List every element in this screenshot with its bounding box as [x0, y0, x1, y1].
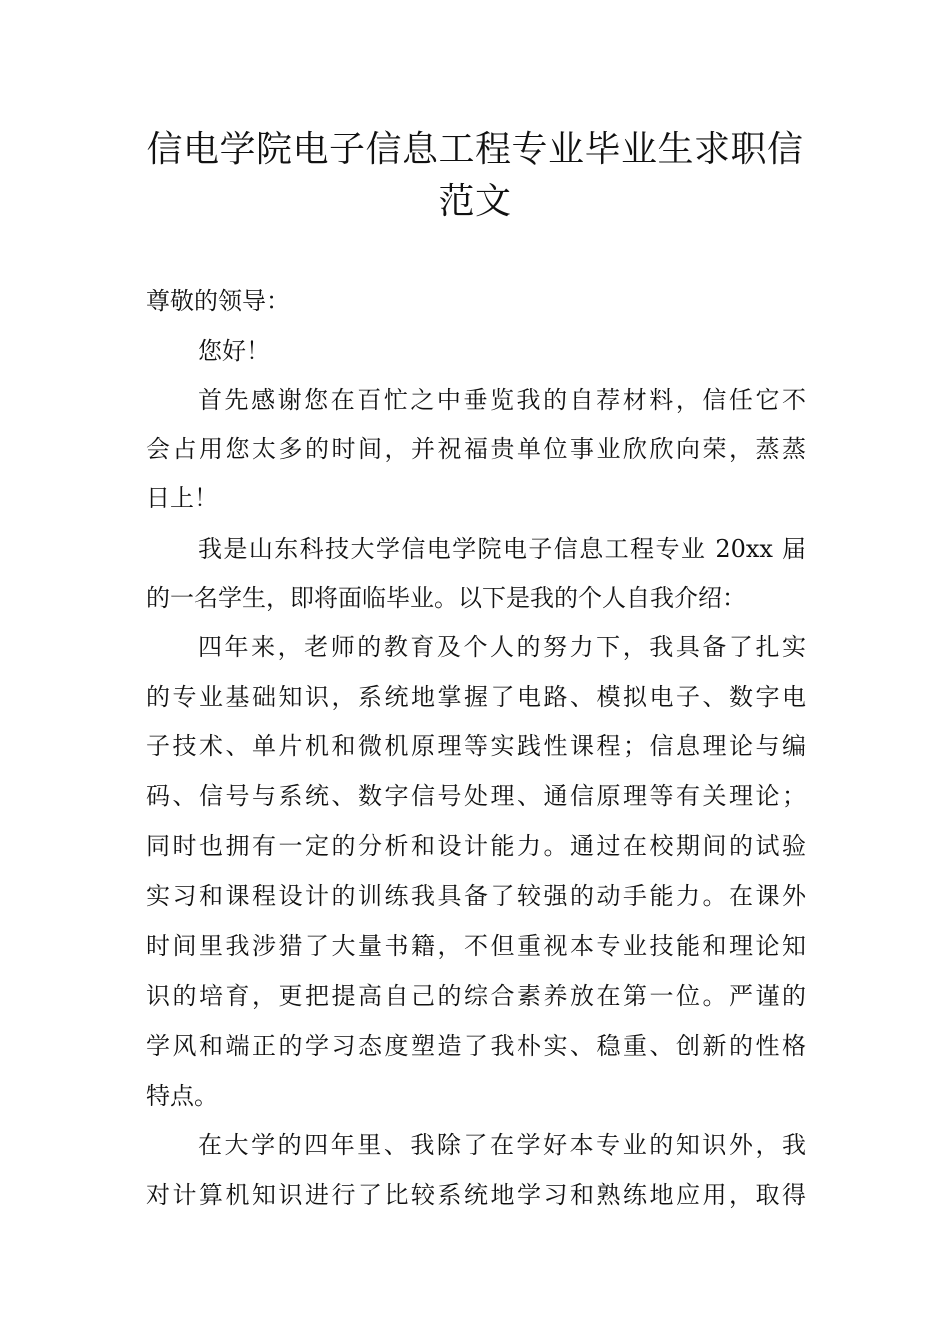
paragraph-3-line-7: 时间里我涉猎了大量书籍，不但重视本专业技能和理论知 — [146, 932, 806, 960]
paragraph-1-line-2: 会占用您太多的时间，并祝福贵单位事业欣欣向荣，蒸蒸 — [146, 435, 806, 463]
paragraph-2-line-1: 我是山东科技大学信电学院电子信息工程专业 20xx 届 — [198, 535, 806, 563]
paragraph-3-line-2: 的专业基础知识，系统地掌握了电路、模拟电子、数字电 — [146, 683, 806, 711]
document-title-line-2: 范文 — [438, 181, 512, 222]
paragraph-1-line-3: 日上！ — [146, 484, 218, 512]
paragraph-4-line-2: 对计算机知识进行了比较系统地学习和熟练地应用，取得 — [146, 1181, 806, 1209]
paragraph-2-line-2: 的一名学生，即将面临毕业。以下是我的个人自我介绍： — [146, 584, 746, 612]
paragraph-3-line-6: 实习和课程设计的训练我具备了较强的动手能力。在课外 — [146, 882, 806, 910]
paragraph-3-line-5: 同时也拥有一定的分析和设计能力。通过在校期间的试验 — [146, 832, 806, 860]
paragraph-3-line-4: 码、信号与系统、数字信号处理、通信原理等有关理论； — [146, 782, 806, 810]
salutation: 尊敬的领导： — [146, 287, 290, 315]
greeting: 您好！ — [198, 337, 270, 365]
document-title-line-1: 信电学院电子信息工程专业毕业生求职信 — [146, 129, 804, 170]
paragraph-4-line-1: 在大学的四年里、我除了在学好本专业的知识外，我 — [198, 1131, 806, 1159]
paragraph-3-line-10: 特点。 — [146, 1082, 218, 1110]
paragraph-3-line-8: 识的培育，更把提高自己的综合素养放在第一位。严谨的 — [146, 982, 806, 1010]
paragraph-3-line-3: 子技术、单片机和微机原理等实践性课程；信息理论与编 — [146, 732, 806, 760]
paragraph-3-line-1: 四年来，老师的教育及个人的努力下，我具备了扎实 — [198, 633, 806, 661]
paragraph-1-line-1: 首先感谢您在百忙之中垂览我的自荐材料，信任它不 — [198, 386, 806, 414]
paragraph-3-line-9: 学风和端正的学习态度塑造了我朴实、稳重、创新的性格 — [146, 1032, 806, 1060]
